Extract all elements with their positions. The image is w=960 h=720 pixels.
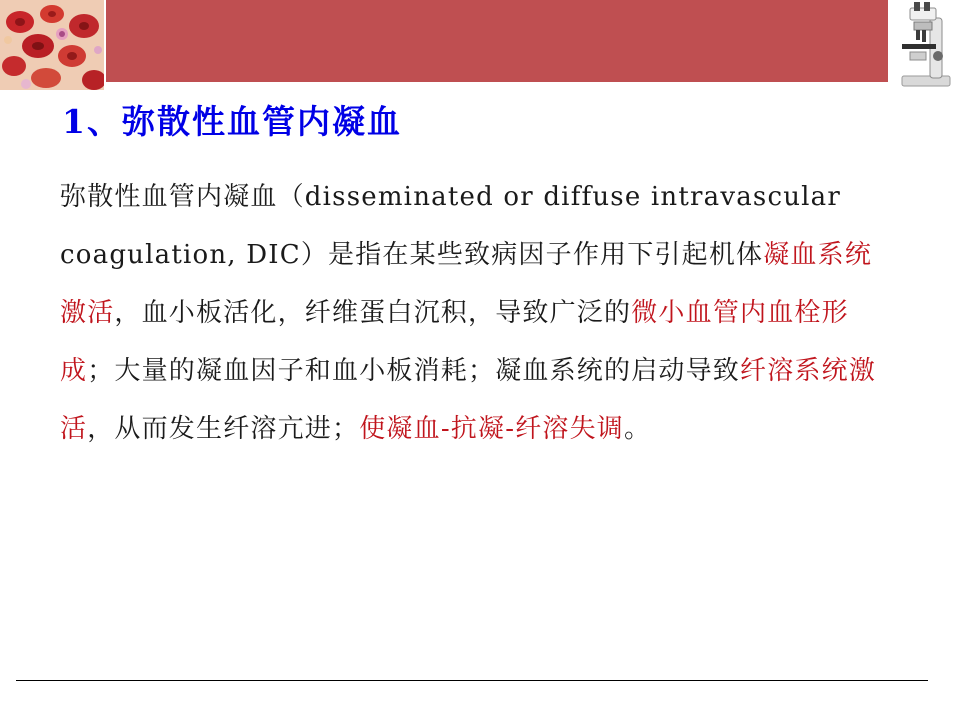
paragraph-text: ，从而发生纤溶亢进； (87, 414, 360, 444)
definition-paragraph (60, 168, 890, 458)
slide-title: 1、弥散性血管内凝血 (62, 102, 402, 141)
highlighted-term: 微小血管内血栓形成 (60, 298, 849, 386)
header-band (106, 0, 890, 82)
blood-cells-image (0, 0, 104, 90)
highlighted-term: 凝血系统激活 (60, 240, 873, 328)
paragraph-text: 弥散性血管内凝血（disseminated or diffuse intravascular coagulation, DIC）是指在某些致病因子作用下引起机体 (60, 182, 842, 270)
paragraph-text: ，血小板活化，纤维蛋白沉积，导致广泛的 (114, 298, 632, 328)
highlighted-term: 使凝血-抗凝-纤溶失调 (359, 414, 624, 444)
microscope-image (888, 0, 960, 92)
paragraph-text: 。 (624, 414, 652, 444)
footer-divider (16, 680, 928, 681)
paragraph-text: ；大量的凝血因子和血小板消耗；凝血系统的启动导致 (87, 356, 741, 386)
highlighted-term: 纤溶系统激活 (60, 356, 877, 444)
